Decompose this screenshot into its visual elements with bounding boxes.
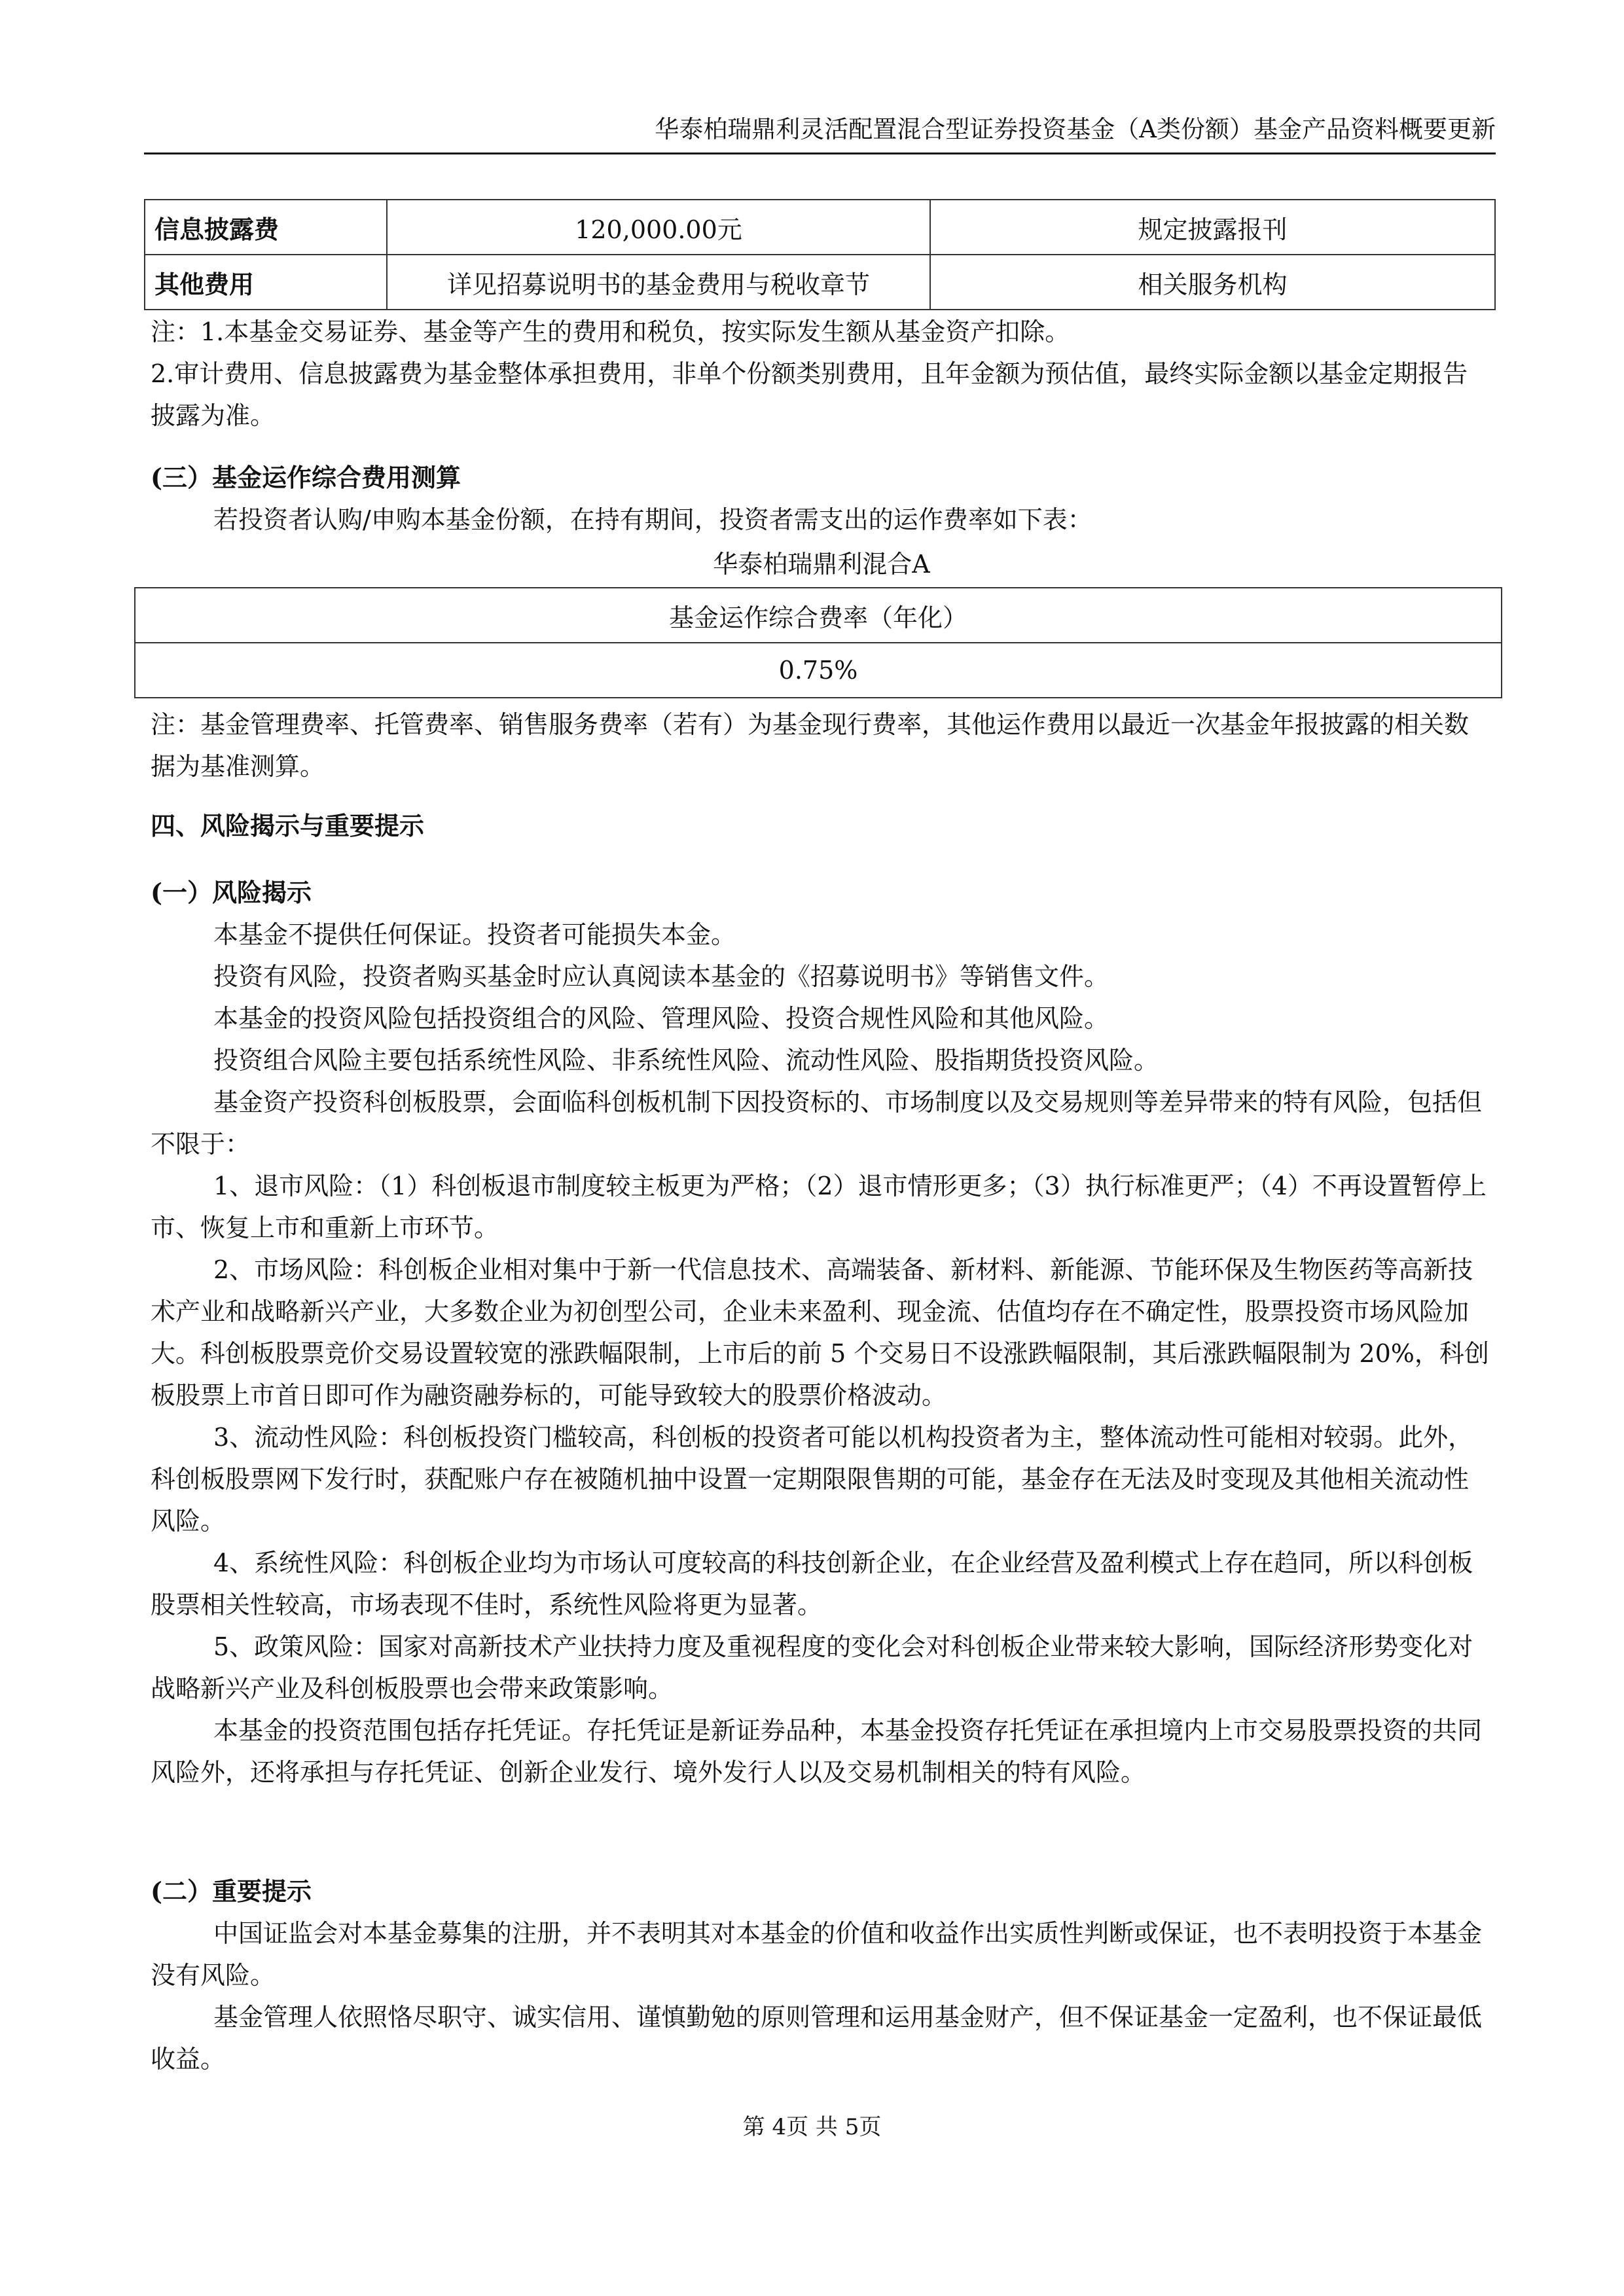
- fee-note-1: 注：1.本基金交易证券、基金等产生的费用和税负，按实际发生额从基金资产扣除。: [151, 317, 1070, 346]
- risk-paragraph: 1、退市风险：（1）科创板退市制度较主板更为严格；（2）退市情形更多；（3）执行标准更严；（4）不再设置暂停上市、恢复上市和重新上市环节。: [151, 1172, 1487, 1242]
- risk-paragraph: 5、政策风险：国家对高新技术产业扶持力度及重视程度的变化会对科创板企业带来较大影响，国际经济形势变化对战略新兴产业及科创板股票也会带来政策影响。: [151, 1632, 1473, 1703]
- fee-item-cell: 信息披露费: [145, 200, 387, 255]
- risk-paragraph: 本基金的投资范围包括存托凭证。存托凭证是新证券品种，本基金投资存托凭证在承担境内上市交易股票投资的共同风险外，还将承担与存托凭证、创新企业发行、境外发行人以及交易机制相关的特有风险。: [151, 1716, 1483, 1787]
- fee-recipient-cell: 相关服务机构: [930, 255, 1495, 310]
- fee-notes: [151, 311, 1492, 437]
- rate-note: 注：基金管理费率、托管费率、销售服务费率（若有）为基金现行费率，其他运作费用以最近一次基金年报披露的相关数据为基准测算。: [151, 710, 1470, 781]
- risk-disclosure: [151, 872, 1492, 1793]
- section-3: [151, 457, 1492, 541]
- risk-paragraph: 4、系统性风险：科创板企业均为市场认可度较高的科技创新企业，在企业经营及盈利模式上存在趋同，所以科创板股票相关性较高，市场表现不佳时，系统性风险将更为显著。: [151, 1549, 1473, 1619]
- risk-paragraph: 投资有风险，投资者购买基金时应认真阅读本基金的《招募说明书》等销售文件。: [213, 962, 1110, 991]
- table-row: [135, 588, 1502, 643]
- important-notice-heading: (二）重要提示: [151, 1876, 312, 1906]
- fee-table: [144, 199, 1496, 310]
- fee-amount-cell: 详见招募说明书的基金费用与税收章节: [387, 255, 930, 310]
- fee-amount-cell: 120,000.00元: [387, 200, 930, 255]
- risk-paragraph: 2、市场风险：科创板企业相对集中于新一代信息技术、高端装备、新材料、新能源、节能环保及生物医药等高新技术产业和战略新兴产业，大多数企业为初创型公司，企业未来盈利、现金流、估值均存在不确定性，股票投资市场风险加大。科创板股票竞价交易设置较宽的涨跌幅限制，上市后的前 5 个交易日不设涨跌幅限制，其后涨跌幅限制为 20%，科创板股票上市首日即可作为融资融券标的，可能导致较大的股票价格波动。: [151, 1255, 1489, 1410]
- fee-note-2: 2.审计费用、信息披露费为基金整体承担费用，非单个份额类别费用，且年金额为预估值，最终实际金额以基金定期报告披露为准。: [151, 359, 1468, 430]
- risk-paragraph: 本基金的投资风险包括投资组合的风险、管理风险、投资合规性风险和其他风险。: [213, 1004, 1110, 1033]
- risk-paragraph: 基金资产投资科创板股票，会面临科创板机制下因投资标的、市场制度以及交易规则等差异带来的特有风险，包括但不限于：: [151, 1088, 1483, 1158]
- document-header-title: 华泰柏瑞鼎利灵活配置混合型证券投资基金（A类份额）基金产品资料概要更新: [655, 115, 1496, 143]
- fee-item-cell: 其他费用: [145, 255, 387, 310]
- table-row: [145, 200, 1495, 255]
- notice-paragraph: 中国证监会对本基金募集的注册，并不表明其对本基金的价值和收益作出实质性判断或保证，也不表明投资于本基金没有风险。: [151, 1919, 1483, 1990]
- table-row: [135, 643, 1502, 698]
- risk-paragraph: 投资组合风险主要包括系统性风险、非系统性风险、流动性风险、股指期货投资风险。: [213, 1046, 1159, 1075]
- risk-paragraph: 本基金不提供任何保证。投资者可能损失本金。: [213, 920, 736, 949]
- section-3-intro: 若投资者认购/申购本基金份额，在持有期间，投资者需支出的运作费率如下表：: [213, 505, 1092, 534]
- section-3-heading: (三）基金运作综合费用测算: [151, 463, 461, 492]
- fee-recipient-cell: 规定披露报刊: [930, 200, 1495, 255]
- risk-paragraph: 3、流动性风险：科创板投资门槛较高，科创板的投资者可能以机构投资者为主，整体流动性可能相对较弱。此外，科创板股票网下发行时，获配账户存在被随机抽中设置一定期限限售期的可能，基金存在无法及时变现及其他相关流动性风险。: [151, 1423, 1473, 1535]
- table-row: [145, 255, 1495, 310]
- page-number: 第 4页 共 5页: [742, 2114, 882, 2140]
- rate-table-value: 0.75%: [135, 643, 1502, 698]
- section-4-heading-block: [151, 805, 1492, 847]
- rate-table-header: 基金运作综合费率（年化）: [135, 588, 1502, 643]
- rate-table: [134, 587, 1502, 698]
- risk-disclosure-heading: (一）风险揭示: [151, 878, 312, 907]
- notice-paragraph: 基金管理人依照恪尽职守、诚实信用、谨慎勤勉的原则管理和运用基金财产，但不保证基金一定盈利，也不保证最低收益。: [151, 2003, 1483, 2073]
- section-3-note: [151, 704, 1492, 787]
- header-divider: [144, 152, 1496, 154]
- rate-table-title: 华泰柏瑞鼎利混合A: [713, 550, 930, 579]
- section-4-heading: 四、风险揭示与重要提示: [151, 811, 425, 840]
- important-notice: [151, 1871, 1492, 2080]
